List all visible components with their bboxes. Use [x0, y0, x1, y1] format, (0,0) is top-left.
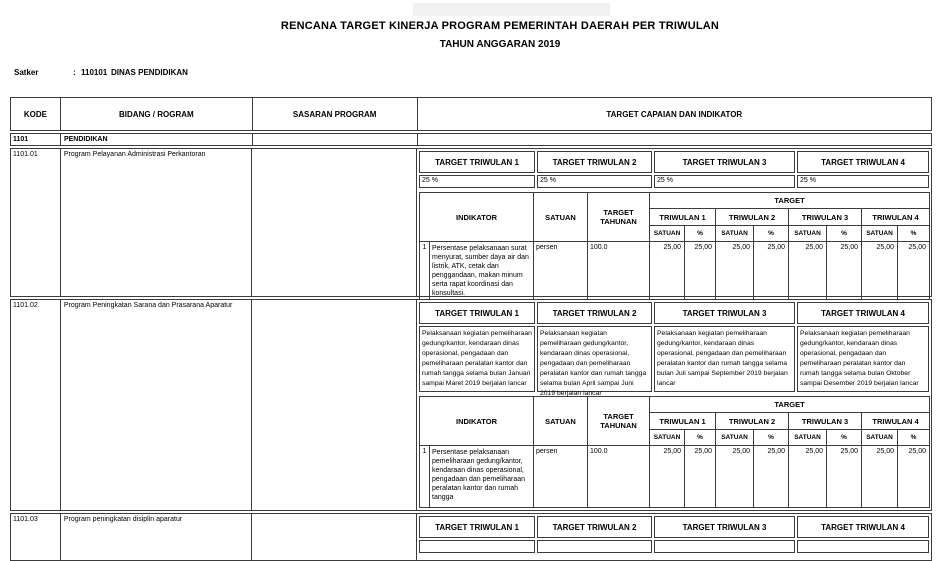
sub-satuan-header: SATUAN — [789, 430, 827, 446]
quarter-target-cell — [654, 540, 795, 553]
quarter-header-cell: TARGET TRIWULAN 1 — [419, 302, 535, 324]
report-header — [57, 20, 943, 50]
quarter-header-cell: TARGET TRIWULAN 3 — [654, 151, 795, 173]
col-header-bidang: BIDANG / ROGRAM — [60, 97, 253, 131]
report-subtitle: TAHUN ANGGARAN 2019 — [439, 39, 561, 50]
indicator-value: 25,00 — [716, 446, 754, 508]
quarter-target-cell: 25 % — [797, 175, 929, 188]
target-group-header: TARGET — [650, 193, 930, 209]
indicator-value: 25,00 — [754, 446, 789, 508]
quarter-target-cell: Pelaksanaan kegiatan pemeliharaan gedung/kantor, kendaraan dinas operasional, pengadaan dan pemeliharaan peralatan kantor dan rumah tangga selama bulan Oktober sampai Desember 2019 berjalan lancar — [797, 326, 929, 392]
quarter-header-cell: TARGET TRIWULAN 4 — [797, 516, 929, 538]
quarter-header-cell: TARGET TRIWULAN 1 — [419, 151, 535, 173]
indicator-value: 25,00 — [898, 446, 930, 508]
indicator-number: 1 — [420, 242, 430, 301]
sub-satuan-header: SATUAN — [650, 430, 685, 446]
quarter-target-cell — [419, 540, 535, 553]
indicator-value: 25,00 — [827, 242, 862, 301]
indicator-target-tahunan: 100.0 — [588, 446, 650, 508]
quarter-header-row — [419, 302, 929, 324]
quarter-target-cell: 25 % — [537, 175, 652, 188]
bidang-cell: Program peningkatan disiplin aparatur — [60, 513, 253, 561]
indicator-value: 25,00 — [862, 242, 898, 301]
triwulan-header: TRIWULAN 1 — [650, 209, 716, 226]
indicator-satuan: persen — [534, 242, 588, 301]
sub-persen-header: % — [754, 226, 789, 242]
target-group-header: TARGET — [650, 397, 930, 413]
indicator-value: 25,00 — [862, 446, 898, 508]
kode-cell: 1101.03 — [10, 513, 61, 561]
quarter-target-row — [419, 326, 929, 397]
sub-satuan-header: SATUAN — [862, 226, 898, 242]
target-tahunan-header: TARGET TAHUNAN — [588, 193, 650, 242]
quarter-header-cell: TARGET TRIWULAN 4 — [797, 151, 929, 173]
sasaran-cell — [252, 133, 418, 146]
sasaran-cell — [251, 148, 417, 297]
satuan-header: SATUAN — [534, 397, 588, 446]
indicator-target-tahunan: 100.0 — [588, 242, 650, 301]
sub-persen-header: % — [754, 430, 789, 446]
satker-code: 110101 — [81, 68, 108, 77]
indicator-table — [419, 396, 930, 508]
satuan-header: SATUAN — [534, 193, 588, 242]
col-header-sasaran: SASARAN PROGRAM — [252, 97, 418, 131]
table-row-program — [10, 299, 932, 511]
kode-cell: 1101 — [10, 133, 61, 146]
quarter-header-row — [419, 151, 929, 173]
toolbar-remnant-box — [413, 3, 610, 16]
indicator-value: 25,00 — [716, 242, 754, 301]
quarter-target-cell: 25 % — [419, 175, 535, 188]
table-header-row — [10, 97, 932, 131]
triwulan-header: TRIWULAN 4 — [862, 413, 930, 430]
bidang-cell: PENDIDIKAN — [60, 133, 253, 146]
indicator-text: Persentase pelaksanaan pemeliharaan gedung/kantor, kendaraan dinas operasional, pengadaan dan pemeliharaan peralatan kantor dan rumah tangga — [430, 446, 534, 508]
indicator-value: 25,00 — [789, 446, 827, 508]
sasaran-cell — [251, 299, 417, 511]
target-cell — [417, 133, 932, 146]
indikator-header: INDIKATOR — [420, 193, 534, 242]
report-table — [10, 97, 932, 561]
sub-persen-header: % — [685, 226, 716, 242]
table-row-program — [10, 148, 932, 297]
satker-colon: : — [73, 68, 76, 77]
satker-name: DINAS PENDIDIKAN — [111, 68, 188, 77]
quarter-target-cell — [797, 540, 929, 553]
quarter-target-row — [419, 175, 929, 188]
bidang-cell: Program Peningkatan Sarana dan Prasarana Aparatur — [60, 299, 253, 511]
quarter-header-cell: TARGET TRIWULAN 2 — [537, 516, 652, 538]
quarter-target-cell: Pelaksanaan kegiatan pemeliharaan gedung/kantor, kendaraan dinas operasional, pengadaan dan pemeliharaan peralatan kantor dan rumah tangga selama bulan Juli sampai September 2019 berjalan lancar — [654, 326, 795, 392]
indikator-header: INDIKATOR — [420, 397, 534, 446]
triwulan-header: TRIWULAN 4 — [862, 209, 930, 226]
target-tahunan-header: TARGET TAHUNAN — [588, 397, 650, 446]
indicator-data-row — [420, 242, 930, 301]
indicator-value: 25,00 — [650, 242, 685, 301]
indicator-value: 25,00 — [685, 242, 716, 301]
indicator-value: 25,00 — [650, 446, 685, 508]
quarter-header-cell: TARGET TRIWULAN 1 — [419, 516, 535, 538]
sasaran-cell — [251, 513, 417, 561]
quarter-target-cell — [537, 540, 652, 553]
indicator-number: 1 — [420, 446, 430, 508]
report-title: RENCANA TARGET KINERJA PROGRAM PEMERINTAH DAERAH PER TRIWULAN — [280, 20, 720, 32]
indicator-value: 25,00 — [685, 446, 716, 508]
quarter-header-cell: TARGET TRIWULAN 2 — [537, 302, 652, 324]
quarter-header-cell: TARGET TRIWULAN 3 — [654, 516, 795, 538]
triwulan-header: TRIWULAN 1 — [650, 413, 716, 430]
target-cell — [416, 513, 932, 561]
triwulan-header: TRIWULAN 2 — [716, 413, 789, 430]
quarter-target-cell: Pelaksanaan kegiatan pemeliharaan gedung/kantor, kendaraan dinas operasional, pengadaan dan pemeliharaan peralatan kantor dan rumah tangga selama bulan April sampai Juni 2019 berjalan lancar — [537, 326, 652, 392]
sub-satuan-header: SATUAN — [650, 226, 685, 242]
quarter-target-row — [419, 540, 929, 553]
target-cell — [416, 148, 932, 297]
bidang-cell: Program Pelayanan Administrasi Perkantoran — [60, 148, 253, 297]
sub-persen-header: % — [827, 226, 862, 242]
satker-label: Satker — [14, 68, 39, 77]
sub-persen-header: % — [898, 430, 930, 446]
indicator-value: 25,00 — [789, 242, 827, 301]
sub-persen-header: % — [898, 226, 930, 242]
kode-cell: 1101.02 — [10, 299, 61, 511]
indicator-value: 25,00 — [754, 242, 789, 301]
col-header-target: TARGET CAPAIAN DAN INDIKATOR — [417, 97, 932, 131]
indicator-value: 25,00 — [827, 446, 862, 508]
triwulan-header: TRIWULAN 3 — [789, 209, 862, 226]
indicator-text: Persentase pelaksanaan surat menyurat, sumber daya air dan listrik, ATK, cetak dan penggandaan, makan minum serta rapat koordinasi dan konsultasi. — [430, 242, 534, 301]
indicator-data-row — [420, 446, 930, 508]
quarter-target-cell: 25 % — [654, 175, 795, 188]
quarter-header-cell: TARGET TRIWULAN 3 — [654, 302, 795, 324]
triwulan-header: TRIWULAN 2 — [716, 209, 789, 226]
sub-persen-header: % — [685, 430, 716, 446]
quarter-target-cell: Pelaksanaan kegiatan pemeliharaan gedung/kantor, kendaraan dinas operasional, pengadaan dan pemeliharaan peralatan kantor dan rumah tangga selama bulan Januari sampai Maret 2019 berjalan lancar — [419, 326, 535, 392]
quarter-header-row — [419, 516, 929, 538]
triwulan-header: TRIWULAN 3 — [789, 413, 862, 430]
kode-cell: 1101.01 — [10, 148, 61, 297]
indicator-table — [419, 192, 930, 301]
col-header-kode: KODE — [10, 97, 61, 131]
table-row-program — [10, 513, 932, 561]
quarter-header-cell: TARGET TRIWULAN 2 — [537, 151, 652, 173]
sub-satuan-header: SATUAN — [862, 430, 898, 446]
table-row-bidang — [10, 133, 932, 146]
indicator-value: 25,00 — [898, 242, 930, 301]
sub-satuan-header: SATUAN — [789, 226, 827, 242]
sub-satuan-header: SATUAN — [716, 226, 754, 242]
sub-satuan-header: SATUAN — [716, 430, 754, 446]
target-cell — [416, 299, 932, 511]
sub-persen-header: % — [827, 430, 862, 446]
quarter-header-cell: TARGET TRIWULAN 4 — [797, 302, 929, 324]
satker-line — [14, 68, 188, 77]
indicator-satuan: persen — [534, 446, 588, 508]
